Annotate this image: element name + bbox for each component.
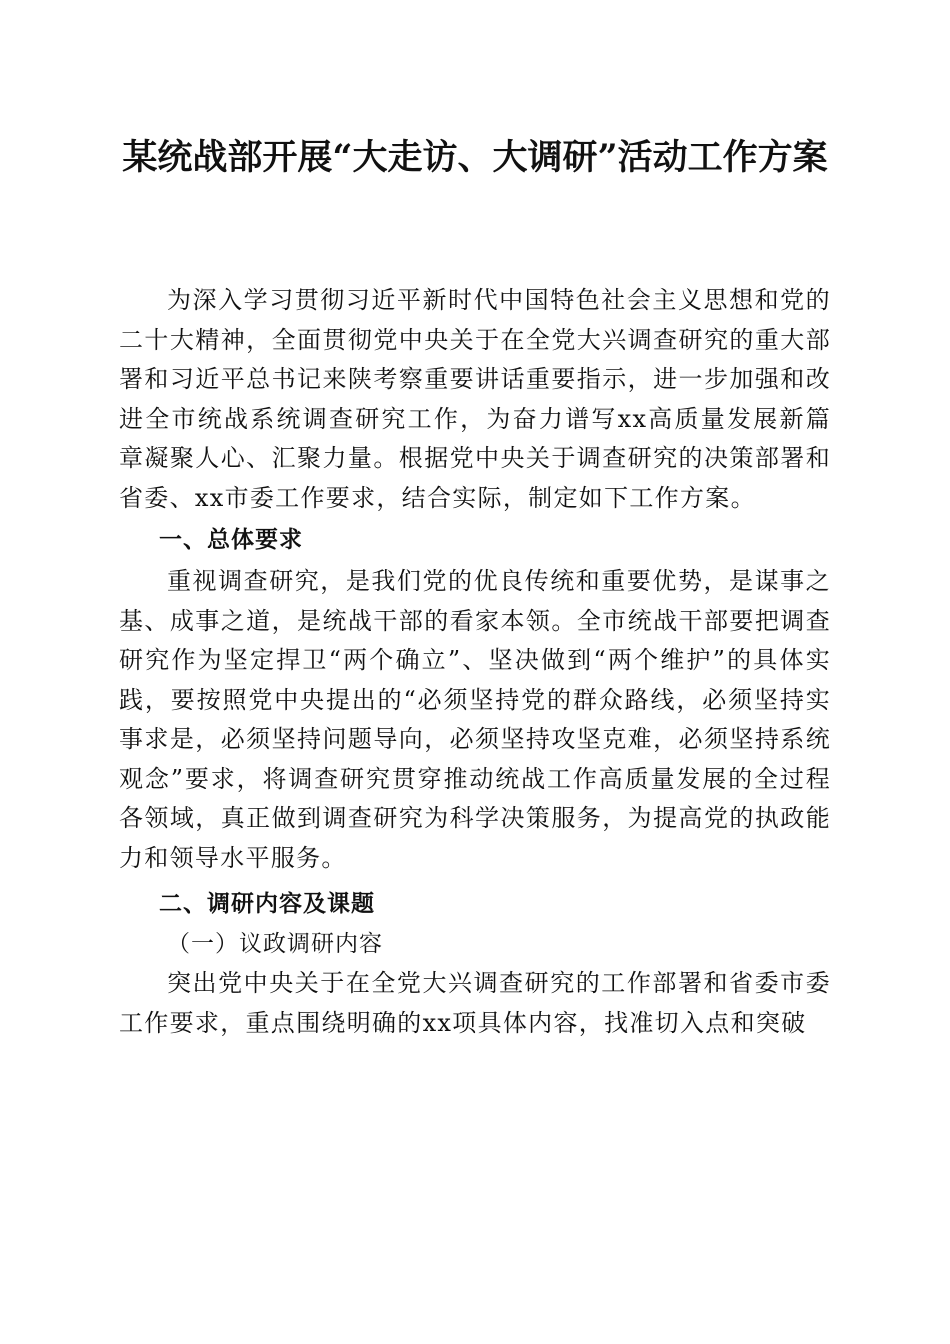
section-1-heading: 一、总体要求 <box>159 527 303 553</box>
document-title: 某统战部开展“大走访、大调研”活动工作方案 <box>122 137 828 178</box>
subsection-1-heading: （一）议政调研内容 <box>167 931 383 957</box>
section-2-heading: 二、调研内容及课题 <box>159 891 375 917</box>
intro-paragraph: 为深入学习贯彻习近平新时代中国特色社会主义思想和党的二十大精神，全面贯彻党中央关于在全党大兴调查研究的重大部署和习近平总书记来陕考察重要讲话重要指示，进一步加强和改进全市统战系统调查研究工作，为奋力谱写xx高质量发展新篇章凝聚人心、汇聚力量。根据党中央关于调查研究的决策部署和省委、xx市委工作要求，结合实际，制定如下工作方案。 <box>119 286 831 512</box>
document-body <box>119 281 831 1043</box>
subsection-1-paragraph: 突出党中央关于在全党大兴调查研究的工作部署和省委市委工作要求，重点围绕明确的xx项具体内容，找准切入点和突破 <box>119 969 831 1037</box>
section-1-paragraph: 重视调查研究，是我们党的优良传统和重要优势，是谋事之基、成事之道，是统战干部的看家本领。全市统战干部要把调查研究作为坚定捍卫“两个确立”、坚决做到“两个维护”的具体实践，要按照党中央提出的“必须坚持党的群众路线，必须坚持实事求是，必须坚持问题导向，必须坚持攻坚克难，必须坚持系统观念”要求，将调查研究贯穿推动统战工作高质量发展的全过程各领域，真正做到调查研究为科学决策服务，为提高党的执政能力和领导水平服务。 <box>119 567 831 872</box>
